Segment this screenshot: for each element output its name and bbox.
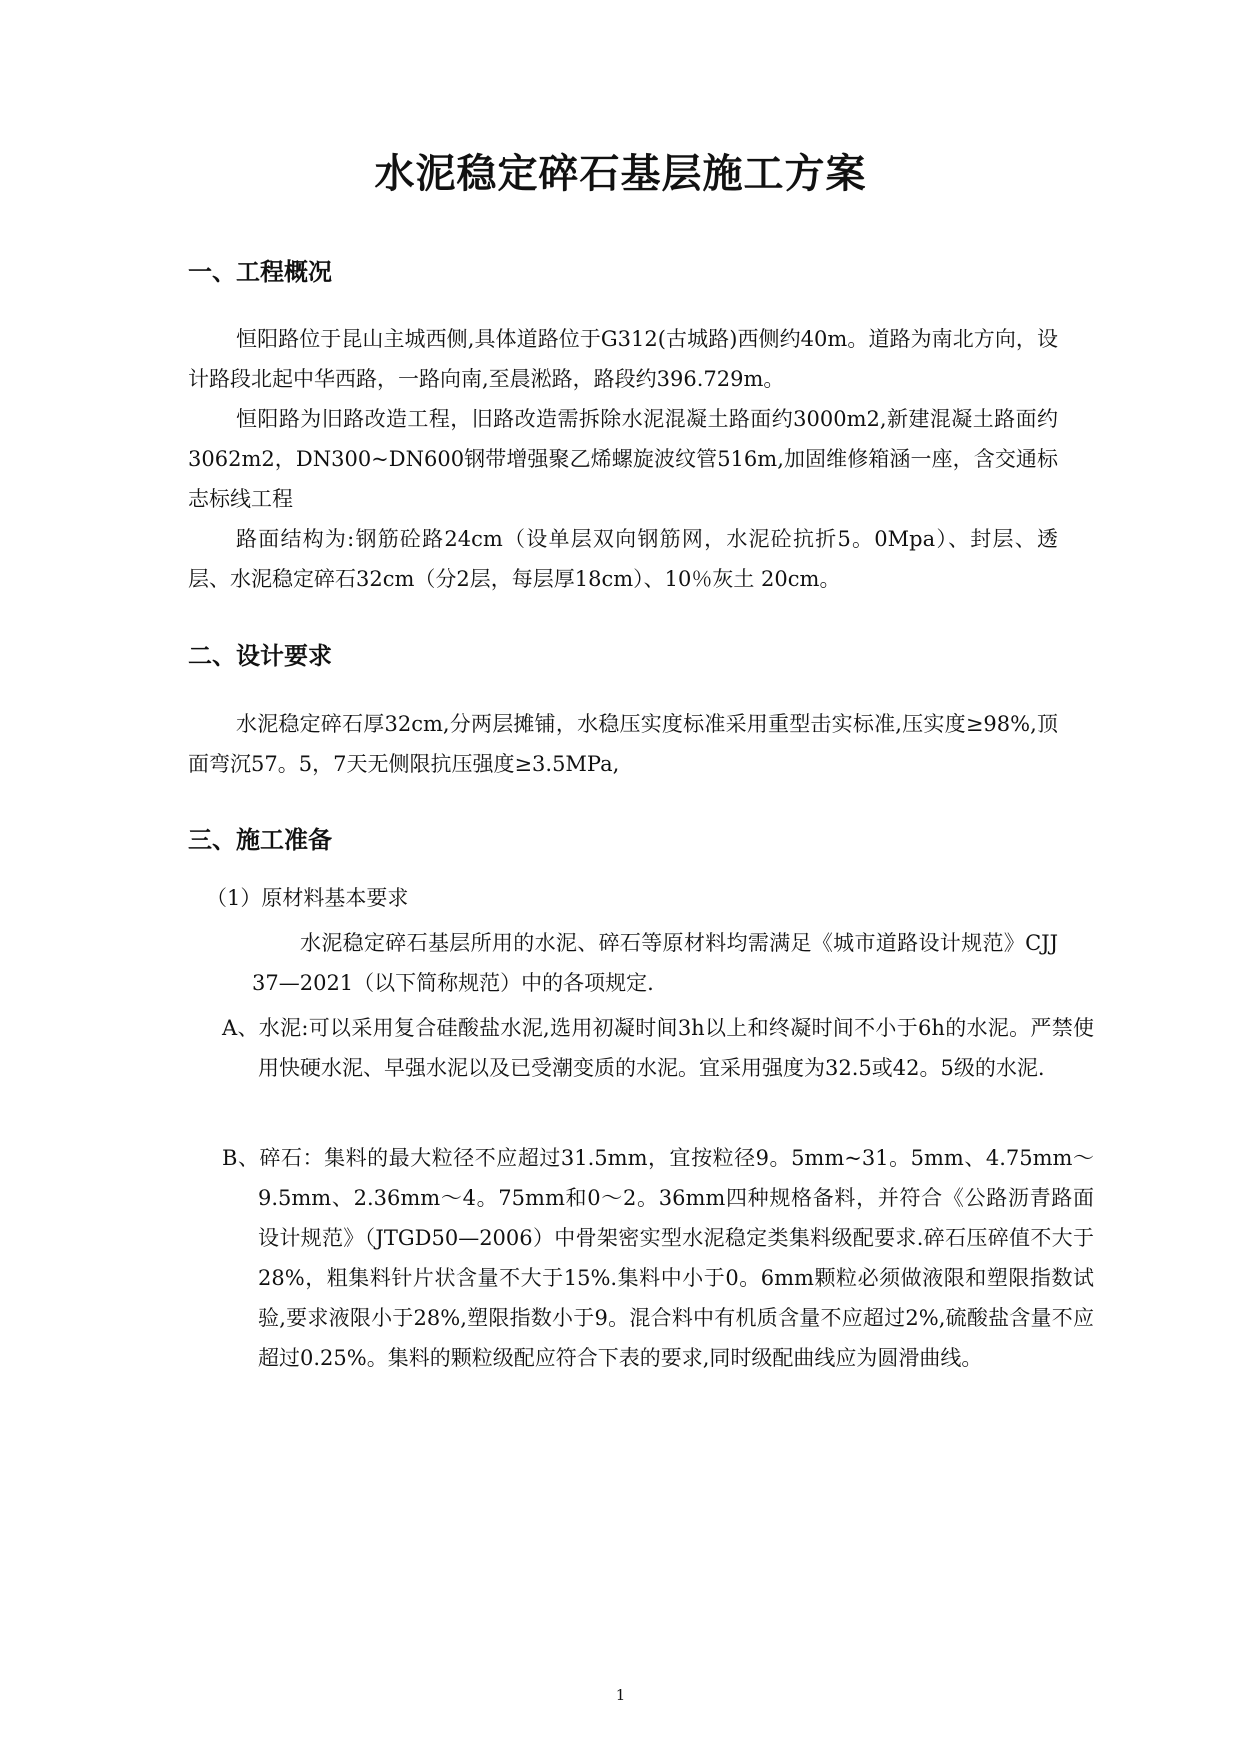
section-heading-preparation: 三、施工准备 (188, 826, 332, 854)
paragraph-pavement-structure: 路面结构为:钢筋砼路24cm（设单层双向钢筋网，水泥砼抗折5。0Mpa）、封层、透层、水泥稳定碎石32cm（分2层，每层厚18cm）、10％灰土 20cm。 (188, 527, 1058, 591)
subheading-materials: （1）原材料基本要求 (206, 886, 409, 910)
paragraph-scope: 恒阳路为旧路改造工程，旧路改造需拆除水泥混凝土路面约3000m2,新建混凝土路面约3062m2，DN300~DN600钢带增强聚乙烯螺旋波纹管516m,加固维修箱涵一座，含交通标志标线工程 (188, 407, 1058, 511)
paragraph-materials-intro: 水泥稳定碎石基层所用的水泥、碎石等原材料均需满足《城市道路设计规范》CJJ 37—2021（以下简称规范）中的各项规定. (252, 931, 1058, 995)
section-heading-overview: 一、工程概况 (188, 258, 332, 286)
paragraph-location: 恒阳路位于昆山主城西侧,具体道路位于G312(古城路)西侧约40m。道路为南北方向，设计路段北起中华西路，一路向南,至晨淞路，路段约396.729m。 (188, 327, 1058, 391)
list-item-gravel: B、碎石：集料的最大粒径不应超过31.5mm，宜按粒径9。5mm~31。5mm、4.75mm～9.5mm、2.36mm～4。75mm和0～2。36mm四种规格备料，并符合《公路沥青路面设计规范》（JTGD50—2006）中骨架密实型水泥稳定类集料级配要求.碎石压碎值不大于28%，粗集料针片状含量不大于15%.集料中小于0。6mm颗粒必须做液限和塑限指数试验,要求液限小于28%,塑限指数小于9。混合料中有机质含量不应超过2%,硫酸盐含量不应超过0.25%。集料的颗粒级配应符合下表的要求,同时级配曲线应为圆滑曲线。 (222, 1146, 1094, 1370)
list-item-cement: A、水泥:可以采用复合硅酸盐水泥,选用初凝时间3h以上和终凝时间不小于6h的水泥。严禁使用快硬水泥、早强水泥以及已受潮变质的水泥。宜采用强度为32.5或42。5级的水泥. (222, 1016, 1094, 1080)
page-number: 1 (615, 1686, 626, 1704)
section-heading-design: 二、设计要求 (188, 642, 332, 670)
paragraph-design-requirements: 水泥稳定碎石厚32cm,分两层摊铺，水稳压实度标准采用重型击实标准,压实度≥98%,顶面弯沉57。5，7天无侧限抗压强度≥3.5MPa, (188, 712, 1058, 776)
document-title: 水泥稳定碎石基层施工方案 (374, 151, 867, 197)
